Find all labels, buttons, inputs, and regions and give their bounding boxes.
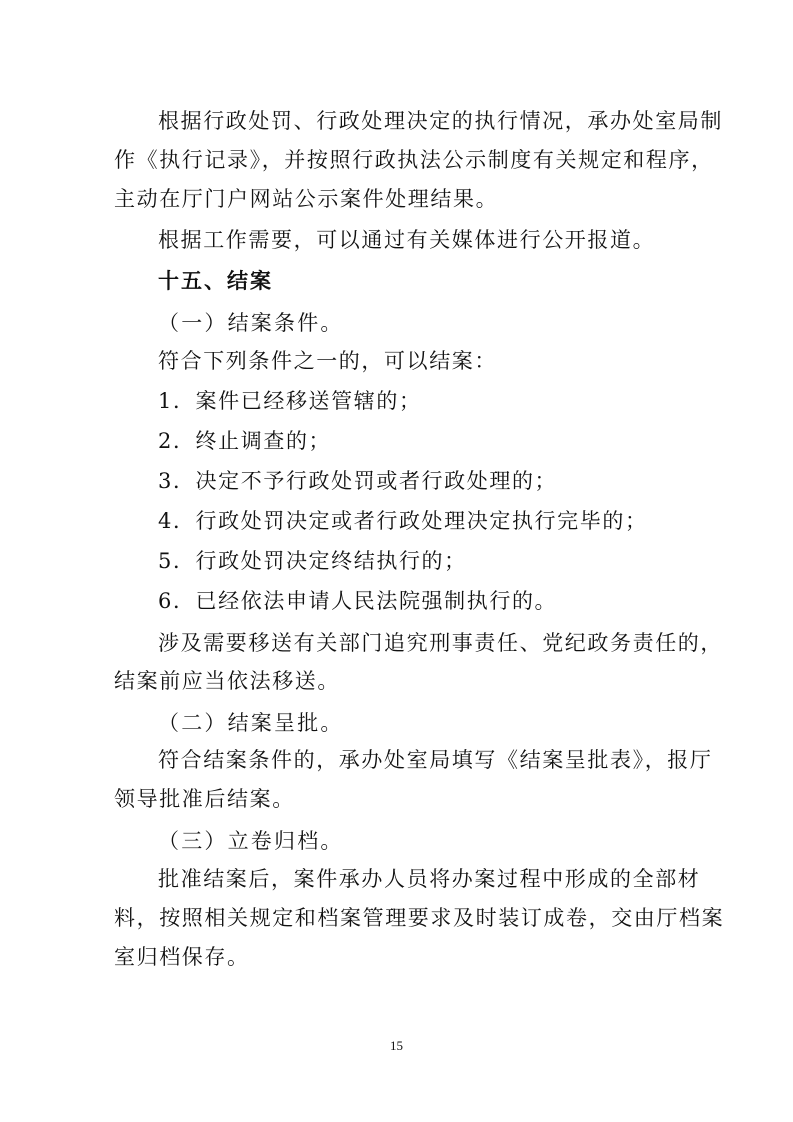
body-paragraph-line: 领导批准后结案。 — [114, 787, 295, 811]
section-heading: 十五、结案 — [158, 269, 273, 293]
body-paragraph-line: 根据行政处罚、行政处理决定的执行情况，承办处室局制 — [158, 109, 723, 133]
subsection-heading: （一）结案条件。 — [158, 311, 344, 335]
list-item: 2．终止调查的； — [158, 429, 332, 453]
page-number: 15 — [390, 1038, 403, 1053]
list-item: 1．案件已经移送管辖的； — [158, 389, 422, 413]
body-paragraph-line: 室归档保存。 — [114, 945, 250, 969]
body-paragraph-line: 根据工作需要，可以通过有关媒体进行公开报道。 — [158, 228, 656, 252]
subsection-heading: （三）立卷归档。 — [158, 829, 344, 853]
list-item: 5．行政处罚决定终结执行的； — [158, 549, 467, 573]
subsection-heading: （二）结案呈批。 — [158, 711, 344, 735]
list-item: 3．决定不予行政处罚或者行政处理的； — [158, 469, 558, 493]
body-paragraph-line: 料，按照相关规定和档案管理要求及时装订成卷，交由厅档案 — [114, 906, 725, 930]
body-paragraph-line: 主动在厅门户网站公示案件处理结果。 — [114, 187, 499, 211]
body-paragraph-line: 批准结案后，案件承办人员将办案过程中形成的全部材 — [158, 867, 701, 891]
body-paragraph-line: 符合结案条件的，承办处室局填写《结案呈批表》，报厅 — [158, 748, 713, 772]
body-paragraph-line: 结案前应当依法移送。 — [114, 669, 340, 693]
body-paragraph-line: 作《执行记录》，并按照行政执法公示制度有关规定和程序， — [114, 148, 714, 172]
body-paragraph-line: 涉及需要移送有关部门追究刑事责任、党纪政务责任的， — [158, 631, 723, 655]
body-paragraph-line: 符合下列条件之一的，可以结案： — [158, 349, 497, 373]
list-item: 4．行政处罚决定或者行政处理决定执行完毕的； — [158, 509, 648, 533]
list-item: 6．已经依法申请人民法院强制执行的。 — [158, 589, 558, 613]
